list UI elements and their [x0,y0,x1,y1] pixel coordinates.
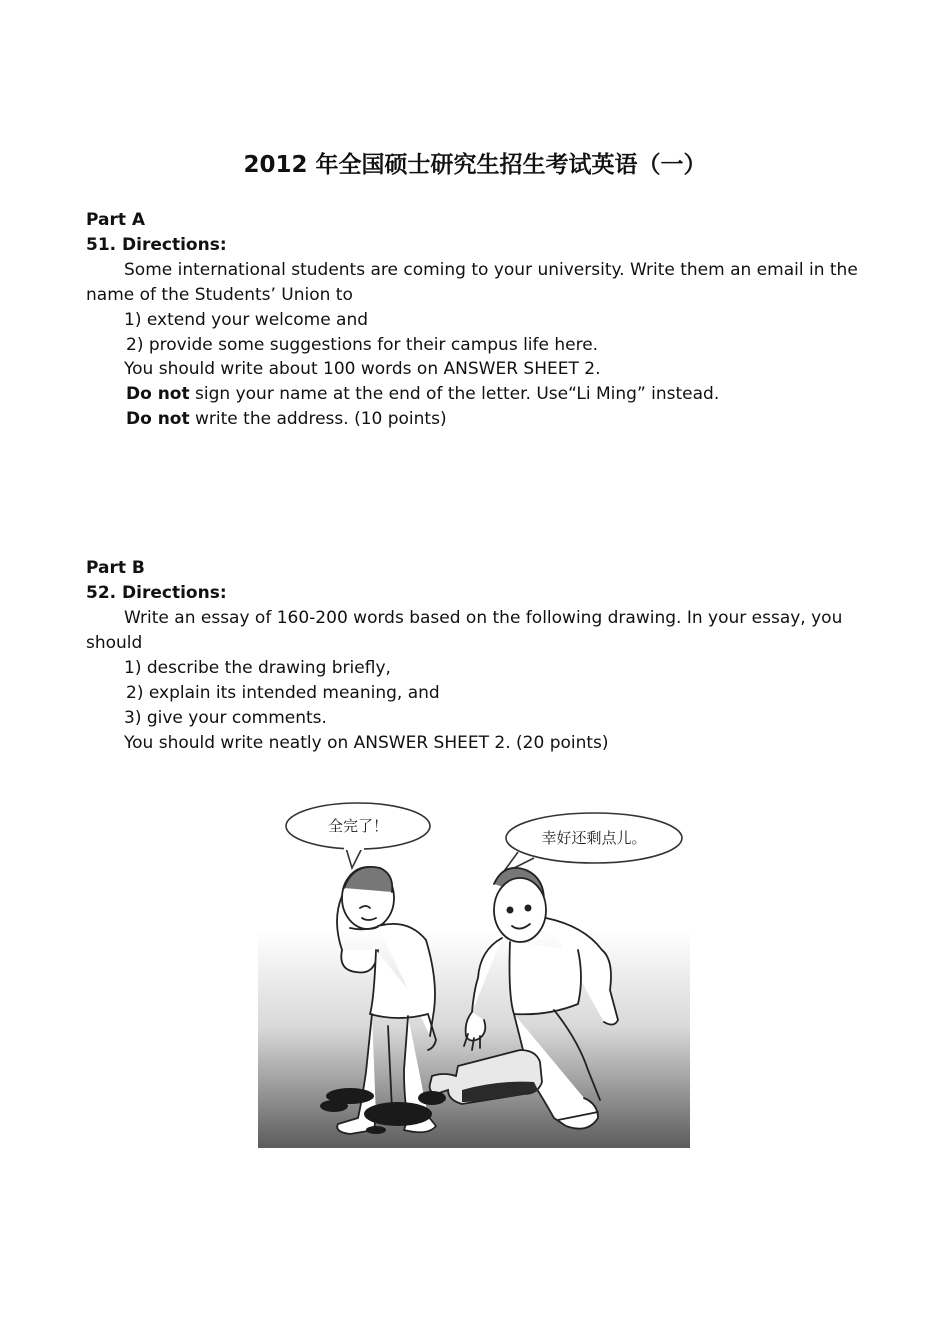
address-instruction-text: write the address. (10 points) [189,409,447,429]
part-a-address-instruction [126,408,447,430]
part-a-paragraph-line2: name of the Students’ Union to [86,285,353,305]
part-b-directions-title: 52. Directions: [86,583,227,603]
sign-instruction-text: sign your name at the end of the letter. Use“Li Ming” instead. [189,384,720,404]
do-not-emphasis: Do not [126,384,190,404]
part-a-item-2: 2) provide some suggestions for their campus life here. [126,335,599,355]
part-a-heading: Part A [86,210,146,230]
exam-title: 2012 年全国硕士研究生招生考试英语（一） [243,152,707,178]
cartoon-drawing [258,800,690,1148]
part-b-heading: Part B [86,558,145,578]
part-b-item-1: 1) describe the drawing briefly, [124,658,391,678]
part-b-item-2: 2) explain its intended meaning, and [126,683,440,703]
part-b-paragraph-line2: should [86,633,143,653]
left-speech-text: 全完了！ [327,817,389,835]
part-a-sign-instruction [126,383,719,405]
part-b-paragraph-line1: Write an essay of 160-200 words based on the following drawing. In your essay, you [124,608,843,628]
part-a-item-1: 1) extend your welcome and [124,310,369,330]
part-a-word-count: You should write about 100 words on ANSWER SHEET 2. [124,359,601,379]
left-speech-bubble [286,803,430,868]
right-speech-bubble [502,813,682,874]
do-not-emphasis: Do not [126,409,190,429]
part-b-item-3: 3) give your comments. [124,708,327,728]
part-a-directions-title: 51. Directions: [86,235,227,255]
right-speech-text: 幸好还剩点儿。 [541,829,647,847]
part-a-paragraph-line1: Some international students are coming to your university. Write them an email in the [124,260,858,280]
part-b-neat-instruction: You should write neatly on ANSWER SHEET 2. (20 points) [124,733,609,753]
